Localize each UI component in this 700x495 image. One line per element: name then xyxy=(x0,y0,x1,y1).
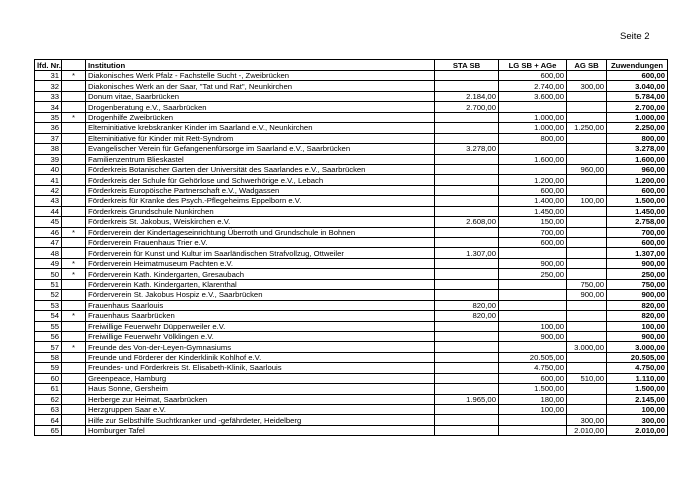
cell-institution: Homburger Tafel xyxy=(86,425,435,435)
cell-marker xyxy=(62,394,86,404)
cell-sta-sb: 820,00 xyxy=(435,300,499,310)
cell-zuwendungen: 100,00 xyxy=(607,321,668,331)
table-row xyxy=(35,91,668,101)
cell-ag-sb xyxy=(567,91,607,101)
cell-institution: Herberge zur Heimat, Saarbrücken xyxy=(86,394,435,404)
header-lg-sb-age: LG SB + AGe xyxy=(499,60,567,71)
cell-lg-sb-age: 800,00 xyxy=(499,133,567,143)
cell-ag-sb xyxy=(567,175,607,185)
cell-sta-sb xyxy=(435,238,499,248)
cell-lg-sb-age: 180,00 xyxy=(499,394,567,404)
table-row xyxy=(35,405,668,415)
table-row xyxy=(35,185,668,195)
cell-lg-sb-age xyxy=(499,164,567,174)
cell-ag-sb xyxy=(567,217,607,227)
cell-sta-sb xyxy=(435,363,499,373)
table-row xyxy=(35,112,668,122)
cell-lfd-nr: 31 xyxy=(35,71,62,81)
cell-lfd-nr: 47 xyxy=(35,238,62,248)
cell-zuwendungen: 900,00 xyxy=(607,331,668,341)
cell-institution: Haus Sonne, Gersheim xyxy=(86,384,435,394)
cell-lg-sb-age: 1.450,00 xyxy=(499,206,567,216)
cell-institution: Diakonisches Werk an der Saar, "Tat und Rat", Neunkirchen xyxy=(86,81,435,91)
cell-marker xyxy=(62,352,86,362)
cell-lfd-nr: 52 xyxy=(35,290,62,300)
cell-marker xyxy=(62,164,86,174)
cell-sta-sb: 1.307,00 xyxy=(435,248,499,258)
cell-marker: * xyxy=(62,258,86,268)
cell-lfd-nr: 43 xyxy=(35,196,62,206)
cell-ag-sb xyxy=(567,269,607,279)
cell-marker xyxy=(62,144,86,154)
table-row xyxy=(35,102,668,112)
cell-lg-sb-age xyxy=(499,342,567,352)
cell-marker xyxy=(62,425,86,435)
cell-institution: Förderverein der Kindertageseinrichtung Überroth und Grundschule in Bohnen xyxy=(86,227,435,237)
cell-sta-sb: 820,00 xyxy=(435,311,499,321)
donations-table xyxy=(34,59,668,436)
cell-ag-sb: 300,00 xyxy=(567,415,607,425)
cell-ag-sb xyxy=(567,321,607,331)
cell-sta-sb xyxy=(435,175,499,185)
cell-zuwendungen: 2.758,00 xyxy=(607,217,668,227)
table-row xyxy=(35,258,668,268)
cell-ag-sb xyxy=(567,331,607,341)
cell-zuwendungen: 2.250,00 xyxy=(607,123,668,133)
cell-lfd-nr: 48 xyxy=(35,248,62,258)
cell-zuwendungen: 1.500,00 xyxy=(607,196,668,206)
cell-institution: Donum vitae, Saarbrücken xyxy=(86,91,435,101)
cell-lfd-nr: 45 xyxy=(35,217,62,227)
table-row xyxy=(35,352,668,362)
cell-marker xyxy=(62,321,86,331)
cell-zuwendungen: 900,00 xyxy=(607,290,668,300)
cell-institution: Förderverein Kath. Kindergarten, Klarenthal xyxy=(86,279,435,289)
table-header-row xyxy=(35,60,668,71)
cell-institution: Greenpeace, Hamburg xyxy=(86,373,435,383)
cell-lg-sb-age: 1.400,00 xyxy=(499,196,567,206)
cell-lfd-nr: 59 xyxy=(35,363,62,373)
cell-lfd-nr: 63 xyxy=(35,405,62,415)
cell-marker xyxy=(62,405,86,415)
cell-marker xyxy=(62,185,86,195)
cell-zuwendungen: 1.000,00 xyxy=(607,112,668,122)
cell-marker xyxy=(62,81,86,91)
cell-institution: Freiwillige Feuerwehr Düppenweiler e.V. xyxy=(86,321,435,331)
cell-lfd-nr: 46 xyxy=(35,227,62,237)
cell-lfd-nr: 57 xyxy=(35,342,62,352)
table-row xyxy=(35,217,668,227)
cell-zuwendungen: 1.307,00 xyxy=(607,248,668,258)
cell-marker: * xyxy=(62,269,86,279)
page-number: Seite 2 xyxy=(620,31,650,42)
cell-marker xyxy=(62,175,86,185)
cell-lg-sb-age: 600,00 xyxy=(499,185,567,195)
cell-zuwendungen: 800,00 xyxy=(607,133,668,143)
cell-sta-sb: 2.608,00 xyxy=(435,217,499,227)
cell-institution: Evangelischer Verein für Gefangenenfürsorge im Saarland e.V., Saarbrücken xyxy=(86,144,435,154)
cell-lfd-nr: 37 xyxy=(35,133,62,143)
cell-ag-sb: 300,00 xyxy=(567,81,607,91)
cell-ag-sb xyxy=(567,112,607,122)
cell-institution: Elterninitiative für Kinder mit Rett-Syndrom xyxy=(86,133,435,143)
cell-sta-sb xyxy=(435,405,499,415)
cell-zuwendungen: 600,00 xyxy=(607,71,668,81)
cell-zuwendungen: 1.110,00 xyxy=(607,373,668,383)
cell-marker xyxy=(62,196,86,206)
cell-sta-sb xyxy=(435,164,499,174)
table-row xyxy=(35,311,668,321)
cell-lg-sb-age: 900,00 xyxy=(499,331,567,341)
header-ag-sb: AG SB xyxy=(567,60,607,71)
cell-lfd-nr: 41 xyxy=(35,175,62,185)
cell-sta-sb xyxy=(435,290,499,300)
cell-lfd-nr: 39 xyxy=(35,154,62,164)
cell-marker: * xyxy=(62,112,86,122)
cell-zuwendungen: 1.450,00 xyxy=(607,206,668,216)
table-row xyxy=(35,425,668,435)
cell-ag-sb xyxy=(567,394,607,404)
cell-sta-sb xyxy=(435,81,499,91)
cell-zuwendungen: 820,00 xyxy=(607,300,668,310)
cell-lfd-nr: 60 xyxy=(35,373,62,383)
cell-institution: Diakonisches Werk Pfalz - Fachstelle Sucht -, Zweibrücken xyxy=(86,71,435,81)
cell-lfd-nr: 53 xyxy=(35,300,62,310)
table-row xyxy=(35,144,668,154)
cell-zuwendungen: 960,00 xyxy=(607,164,668,174)
cell-lg-sb-age xyxy=(499,311,567,321)
cell-lg-sb-age: 100,00 xyxy=(499,321,567,331)
cell-zuwendungen: 1.500,00 xyxy=(607,384,668,394)
cell-sta-sb: 2.184,00 xyxy=(435,91,499,101)
cell-marker: * xyxy=(62,311,86,321)
cell-marker xyxy=(62,363,86,373)
cell-lg-sb-age: 1.200,00 xyxy=(499,175,567,185)
cell-sta-sb xyxy=(435,331,499,341)
cell-marker xyxy=(62,123,86,133)
cell-marker xyxy=(62,248,86,258)
cell-lg-sb-age: 4.750,00 xyxy=(499,363,567,373)
cell-zuwendungen: 2.010,00 xyxy=(607,425,668,435)
cell-zuwendungen: 1.600,00 xyxy=(607,154,668,164)
table-row xyxy=(35,133,668,143)
cell-marker xyxy=(62,102,86,112)
cell-institution: Förderverein für Kunst und Kultur im Saarländischen Strafvollzug, Ottweiler xyxy=(86,248,435,258)
cell-institution: Förderverein Kath. Kindergarten, Gresaubach xyxy=(86,269,435,279)
cell-institution: Frauenhaus Saarbrücken xyxy=(86,311,435,321)
cell-marker xyxy=(62,154,86,164)
cell-sta-sb xyxy=(435,154,499,164)
cell-marker xyxy=(62,279,86,289)
cell-ag-sb: 960,00 xyxy=(567,164,607,174)
table-row xyxy=(35,373,668,383)
cell-institution: Förderkreis St. Jakobus, Weiskirchen e.V. xyxy=(86,217,435,227)
cell-marker xyxy=(62,331,86,341)
table-row xyxy=(35,81,668,91)
cell-lfd-nr: 64 xyxy=(35,415,62,425)
cell-lg-sb-age xyxy=(499,279,567,289)
cell-lfd-nr: 55 xyxy=(35,321,62,331)
cell-lfd-nr: 33 xyxy=(35,91,62,101)
cell-institution: Freiwillige Feuerwehr Völklingen e.V. xyxy=(86,331,435,341)
cell-sta-sb xyxy=(435,279,499,289)
cell-zuwendungen: 3.040,00 xyxy=(607,81,668,91)
cell-ag-sb xyxy=(567,238,607,248)
cell-zuwendungen: 250,00 xyxy=(607,269,668,279)
cell-institution: Förderkreis für Kranke des Psych.-Pflegeheims Eppelborn e.V. xyxy=(86,196,435,206)
cell-lg-sb-age: 600,00 xyxy=(499,238,567,248)
cell-ag-sb: 1.250,00 xyxy=(567,123,607,133)
cell-lg-sb-age: 1.600,00 xyxy=(499,154,567,164)
cell-ag-sb: 750,00 xyxy=(567,279,607,289)
cell-ag-sb xyxy=(567,144,607,154)
cell-zuwendungen: 900,00 xyxy=(607,258,668,268)
cell-institution: Freunde des Von-der-Leyen-Gymnasiums xyxy=(86,342,435,352)
table-row xyxy=(35,164,668,174)
table-row xyxy=(35,71,668,81)
cell-zuwendungen: 700,00 xyxy=(607,227,668,237)
cell-sta-sb xyxy=(435,425,499,435)
cell-zuwendungen: 4.750,00 xyxy=(607,363,668,373)
cell-marker xyxy=(62,206,86,216)
cell-lfd-nr: 32 xyxy=(35,81,62,91)
cell-lg-sb-age xyxy=(499,425,567,435)
cell-ag-sb xyxy=(567,206,607,216)
header-zuwendungen: Zuwendungen xyxy=(607,60,668,71)
cell-ag-sb: 900,00 xyxy=(567,290,607,300)
cell-ag-sb xyxy=(567,102,607,112)
cell-lg-sb-age: 700,00 xyxy=(499,227,567,237)
cell-lfd-nr: 62 xyxy=(35,394,62,404)
cell-marker xyxy=(62,91,86,101)
cell-lfd-nr: 34 xyxy=(35,102,62,112)
cell-lg-sb-age: 100,00 xyxy=(499,405,567,415)
table-row xyxy=(35,415,668,425)
table-row xyxy=(35,123,668,133)
header-institution: Institution xyxy=(86,60,435,71)
cell-institution: Familienzentrum Blieskastel xyxy=(86,154,435,164)
cell-lg-sb-age: 20.505,00 xyxy=(499,352,567,362)
cell-sta-sb xyxy=(435,123,499,133)
cell-sta-sb xyxy=(435,196,499,206)
cell-zuwendungen: 2.145,00 xyxy=(607,394,668,404)
cell-marker xyxy=(62,373,86,383)
cell-lg-sb-age xyxy=(499,290,567,300)
cell-sta-sb xyxy=(435,71,499,81)
cell-lg-sb-age: 600,00 xyxy=(499,373,567,383)
cell-marker xyxy=(62,415,86,425)
cell-lg-sb-age: 1.500,00 xyxy=(499,384,567,394)
cell-zuwendungen: 20.505,00 xyxy=(607,352,668,362)
table-row xyxy=(35,206,668,216)
cell-zuwendungen: 5.784,00 xyxy=(607,91,668,101)
cell-sta-sb: 1.965,00 xyxy=(435,394,499,404)
table-row xyxy=(35,175,668,185)
cell-institution: Förderverein St. Jakobus Hospiz e.V., Saarbrücken xyxy=(86,290,435,300)
cell-ag-sb: 510,00 xyxy=(567,373,607,383)
cell-sta-sb: 2.700,00 xyxy=(435,102,499,112)
cell-zuwendungen: 300,00 xyxy=(607,415,668,425)
cell-ag-sb xyxy=(567,258,607,268)
cell-ag-sb xyxy=(567,300,607,310)
cell-lg-sb-age: 250,00 xyxy=(499,269,567,279)
table-row xyxy=(35,279,668,289)
table-row xyxy=(35,342,668,352)
cell-lfd-nr: 50 xyxy=(35,269,62,279)
cell-ag-sb: 100,00 xyxy=(567,196,607,206)
cell-zuwendungen: 820,00 xyxy=(607,311,668,321)
header-sta-sb: STA SB xyxy=(435,60,499,71)
cell-institution: Elterninitiative krebskranker Kinder im Saarland e.V., Neunkirchen xyxy=(86,123,435,133)
cell-lfd-nr: 40 xyxy=(35,164,62,174)
cell-ag-sb: 2.010,00 xyxy=(567,425,607,435)
cell-lg-sb-age: 900,00 xyxy=(499,258,567,268)
table-row xyxy=(35,300,668,310)
cell-institution: Freunde und Förderer der Kinderklinik Kohlhof e.V. xyxy=(86,352,435,362)
cell-institution: Förderkreis Europöische Partnerschaft e.V., Wadgassen xyxy=(86,185,435,195)
cell-ag-sb xyxy=(567,133,607,143)
cell-ag-sb xyxy=(567,311,607,321)
cell-ag-sb xyxy=(567,71,607,81)
cell-ag-sb xyxy=(567,248,607,258)
cell-lg-sb-age xyxy=(499,300,567,310)
cell-institution: Förderkreis Grundschule Nunkirchen xyxy=(86,206,435,216)
cell-institution: Förderkreis Botanischer Garten der Universität des Saarlandes e.V., Saarbrücken xyxy=(86,164,435,174)
cell-sta-sb xyxy=(435,185,499,195)
cell-sta-sb xyxy=(435,133,499,143)
cell-marker xyxy=(62,217,86,227)
cell-ag-sb xyxy=(567,185,607,195)
cell-lfd-nr: 38 xyxy=(35,144,62,154)
cell-lfd-nr: 51 xyxy=(35,279,62,289)
cell-lfd-nr: 35 xyxy=(35,112,62,122)
cell-ag-sb xyxy=(567,405,607,415)
cell-zuwendungen: 600,00 xyxy=(607,238,668,248)
table-row xyxy=(35,269,668,279)
cell-marker xyxy=(62,290,86,300)
cell-zuwendungen: 600,00 xyxy=(607,185,668,195)
table-row xyxy=(35,363,668,373)
cell-lfd-nr: 61 xyxy=(35,384,62,394)
cell-lg-sb-age: 1.000,00 xyxy=(499,112,567,122)
header-marker xyxy=(62,60,86,71)
cell-lfd-nr: 56 xyxy=(35,331,62,341)
cell-lg-sb-age: 150,00 xyxy=(499,217,567,227)
cell-lg-sb-age: 1.000,00 xyxy=(499,123,567,133)
cell-lg-sb-age xyxy=(499,144,567,154)
header-lfd-nr: lfd. Nr. xyxy=(35,60,62,71)
cell-lfd-nr: 65 xyxy=(35,425,62,435)
cell-lg-sb-age xyxy=(499,248,567,258)
cell-institution: Förderkreis der Schule für Gehörlose und Schwerhörige e.V., Lebach xyxy=(86,175,435,185)
cell-sta-sb xyxy=(435,258,499,268)
cell-sta-sb xyxy=(435,321,499,331)
table-row xyxy=(35,290,668,300)
cell-institution: Hilfe zur Selbsthilfe Suchtkranker und -gefährdeter, Heidelberg xyxy=(86,415,435,425)
cell-ag-sb xyxy=(567,352,607,362)
cell-lg-sb-age: 2.740,00 xyxy=(499,81,567,91)
cell-sta-sb xyxy=(435,415,499,425)
cell-marker: * xyxy=(62,71,86,81)
cell-lfd-nr: 42 xyxy=(35,185,62,195)
cell-marker: * xyxy=(62,342,86,352)
cell-zuwendungen: 3.278,00 xyxy=(607,144,668,154)
cell-lfd-nr: 36 xyxy=(35,123,62,133)
cell-sta-sb xyxy=(435,352,499,362)
cell-zuwendungen: 3.000,00 xyxy=(607,342,668,352)
cell-sta-sb: 3.278,00 xyxy=(435,144,499,154)
cell-zuwendungen: 100,00 xyxy=(607,405,668,415)
table-row xyxy=(35,196,668,206)
cell-marker: * xyxy=(62,227,86,237)
cell-lg-sb-age: 3.600,00 xyxy=(499,91,567,101)
cell-lg-sb-age: 600,00 xyxy=(499,71,567,81)
cell-institution: Frauenhaus Saarlouis xyxy=(86,300,435,310)
cell-zuwendungen: 750,00 xyxy=(607,279,668,289)
cell-institution: Freundes- und Förderkreis St. Elisabeth-Klinik, Saarlouis xyxy=(86,363,435,373)
cell-lfd-nr: 58 xyxy=(35,352,62,362)
table-row xyxy=(35,331,668,341)
table-row xyxy=(35,248,668,258)
cell-marker xyxy=(62,300,86,310)
cell-sta-sb xyxy=(435,206,499,216)
cell-sta-sb xyxy=(435,373,499,383)
cell-lfd-nr: 54 xyxy=(35,311,62,321)
cell-institution: Drogenberatung e.V., Saarbrücken xyxy=(86,102,435,112)
table-row xyxy=(35,238,668,248)
cell-sta-sb xyxy=(435,269,499,279)
cell-institution: Förderverein Frauenhaus Trier e.V. xyxy=(86,238,435,248)
cell-zuwendungen: 1.200,00 xyxy=(607,175,668,185)
cell-lfd-nr: 49 xyxy=(35,258,62,268)
cell-zuwendungen: 2.700,00 xyxy=(607,102,668,112)
cell-sta-sb xyxy=(435,227,499,237)
cell-sta-sb xyxy=(435,342,499,352)
cell-lg-sb-age xyxy=(499,415,567,425)
cell-institution: Herzgruppen Saar e.V. xyxy=(86,405,435,415)
table-row xyxy=(35,227,668,237)
cell-sta-sb xyxy=(435,112,499,122)
table-row xyxy=(35,384,668,394)
cell-lg-sb-age xyxy=(499,102,567,112)
table-row xyxy=(35,154,668,164)
cell-marker xyxy=(62,133,86,143)
cell-lfd-nr: 44 xyxy=(35,206,62,216)
cell-marker xyxy=(62,238,86,248)
table-row xyxy=(35,321,668,331)
cell-ag-sb xyxy=(567,363,607,373)
cell-ag-sb xyxy=(567,227,607,237)
table-row xyxy=(35,394,668,404)
cell-marker xyxy=(62,384,86,394)
cell-ag-sb xyxy=(567,154,607,164)
cell-institution: Förderverein Heimatmuseum Pachten e.V. xyxy=(86,258,435,268)
cell-institution: Drogenhilfe Zweibrücken xyxy=(86,112,435,122)
cell-sta-sb xyxy=(435,384,499,394)
cell-ag-sb: 3.000,00 xyxy=(567,342,607,352)
cell-ag-sb xyxy=(567,384,607,394)
